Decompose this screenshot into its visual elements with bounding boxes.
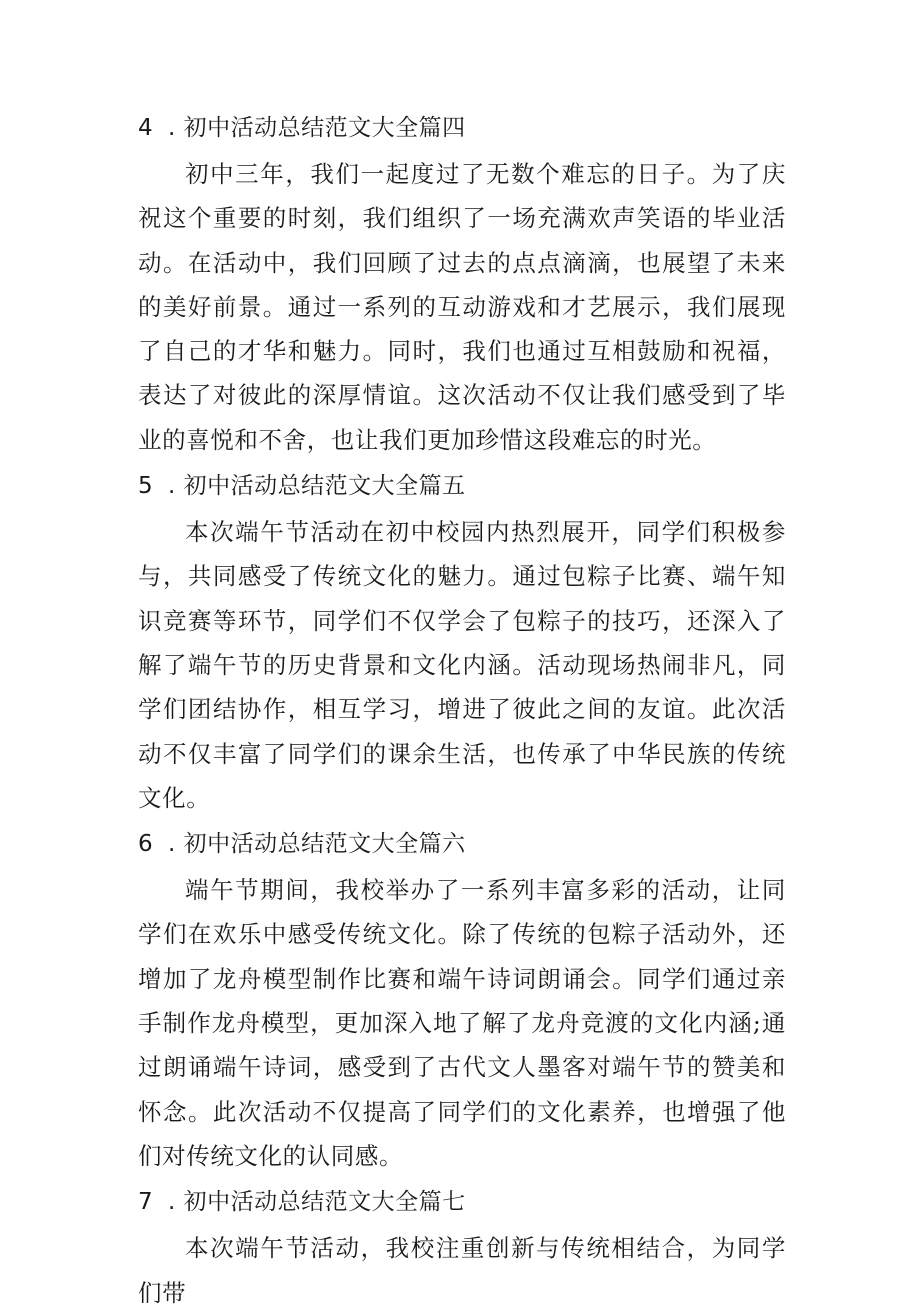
section-4 xyxy=(138,104,786,462)
section-title: . 初中活动总结范文大全篇四 xyxy=(168,115,466,141)
section-7 xyxy=(138,1178,786,1315)
section-heading xyxy=(138,104,786,152)
section-heading xyxy=(138,820,786,868)
document-page xyxy=(138,104,786,1315)
section-number: 7 xyxy=(138,1189,154,1216)
section-title: . 初中活动总结范文大全篇六 xyxy=(168,831,466,858)
section-paragraph: 端午节期间，我校举办了一系列丰富多彩的活动，让同学们在欢乐中感受传统文化。除了传统的包粽子活动外，还增加了龙舟模型制作比赛和端午诗词朗诵会。同学们通过亲手制作龙舟模型，更加深入地了解了龙舟竞渡的文化内涵;通过朗诵端午诗词，感受到了古代文人墨客对端午节的赞美和怀念。此次活动不仅提高了同学们的文化素养，也增强了他们对传统文化的认同感。 xyxy=(138,876,786,1170)
section-paragraph: 本次端午节活动，我校注重创新与传统相结合，为同学们带 xyxy=(138,1234,786,1307)
section-title: . 初中活动总结范文大全篇五 xyxy=(168,473,466,500)
section-6 xyxy=(138,820,786,1178)
section-5 xyxy=(138,462,786,820)
section-number: 6 xyxy=(138,831,154,858)
section-number: 5 xyxy=(138,473,154,500)
section-number: 4 xyxy=(138,115,154,141)
section-paragraph: 本次端午节活动在初中校园内热烈展开，同学们积极参与，共同感受了传统文化的魅力。通过包粽子比赛、端午知识竞赛等环节，同学们不仅学会了包粽子的技巧，还深入了解了端午节的历史背景和文化内涵。活动现场热闹非凡，同学们团结协作，相互学习，增进了彼此之间的友谊。此次活动不仅丰富了同学们的课余生活，也传承了中华民族的传统文化。 xyxy=(138,518,786,812)
section-heading xyxy=(138,462,786,510)
section-title: . 初中活动总结范文大全篇七 xyxy=(168,1189,466,1216)
section-heading xyxy=(138,1178,786,1226)
section-paragraph: 初中三年，我们一起度过了无数个难忘的日子。为了庆祝这个重要的时刻，我们组织了一场充满欢声笑语的毕业活动。在活动中，我们回顾了过去的点点滴滴，也展望了未来的美好前景。通过一系列的互动游戏和才艺展示，我们展现了自己的才华和魅力。同时，我们也通过互相鼓励和祝福，表达了对彼此的深厚情谊。这次活动不仅让我们感受到了毕业的喜悦和不舍，也让我们更加珍惜这段难忘的时光。 xyxy=(138,160,786,454)
